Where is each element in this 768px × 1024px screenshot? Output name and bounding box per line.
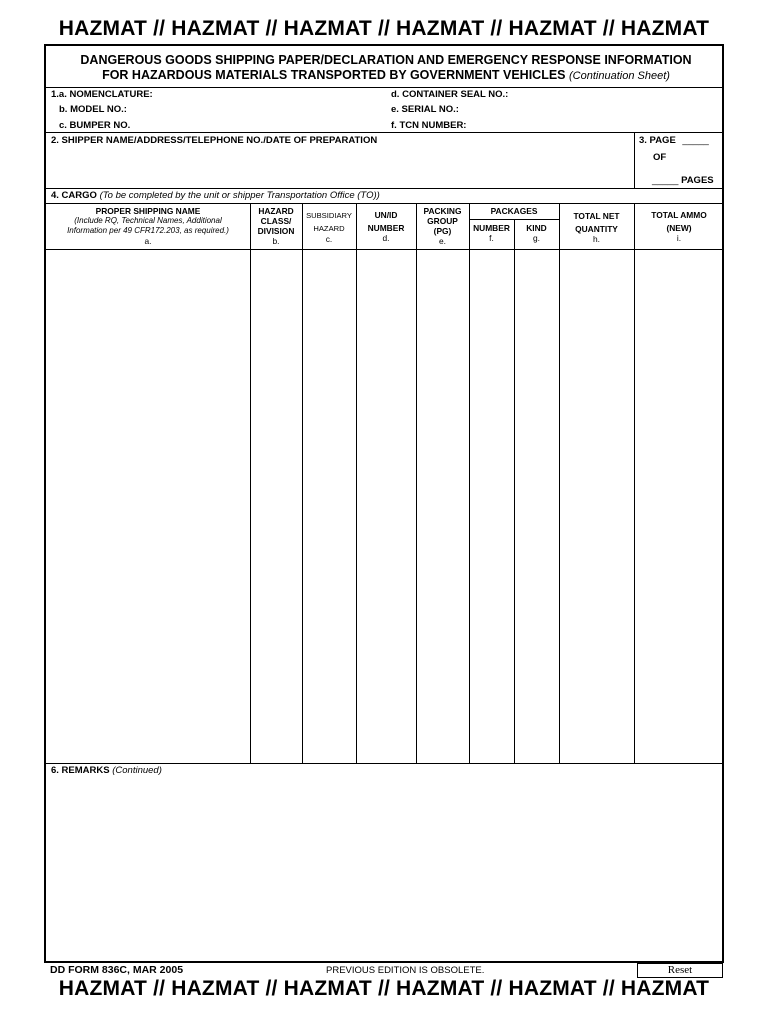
- col-d-line2: NUMBER: [367, 223, 405, 233]
- col-a-letter: a.: [144, 236, 152, 246]
- serial-no-field[interactable]: [466, 103, 720, 118]
- cargo-label-text: 4. CARGO: [51, 190, 97, 201]
- form-title-line1: DANGEROUS GOODS SHIPPING PAPER/DECLARATION AND EMERGENCY RESPONSE INFORMATION: [80, 53, 692, 67]
- cargo-package-kind-field[interactable]: [516, 252, 561, 764]
- col-e-line2: GROUP: [427, 216, 458, 226]
- col-d-line1: UN/ID: [374, 210, 398, 220]
- page-number-blank: _____: [682, 135, 709, 146]
- col-g-line1: KIND: [526, 223, 547, 233]
- shipper-label: 2. SHIPPER NAME/ADDRESS/TELEPHONE NO./DATE OF PREPARATION: [51, 135, 378, 146]
- remarks-note: (Continued): [112, 765, 162, 776]
- form-frame: [44, 44, 724, 963]
- col-c-line1: SUBSIDIARY: [306, 211, 352, 220]
- remarks-label-text: 6. REMARKS: [51, 765, 110, 776]
- col-h-line2: QUANTITY: [575, 224, 618, 234]
- nomenclature-field[interactable]: [164, 88, 388, 103]
- form-title-line2: [46, 68, 726, 82]
- serial-no-label: e. SERIAL NO.:: [391, 104, 459, 115]
- cargo-label: [51, 190, 380, 201]
- nomenclature-label: 1.a. NOMENCLATURE:: [51, 89, 153, 100]
- col-c-header: [302, 206, 356, 244]
- col-c-line2: HAZARD: [313, 224, 345, 233]
- col-a-header: [46, 206, 250, 246]
- col-b-line1: HAZARD: [258, 206, 294, 216]
- col-h-line1: TOTAL NET: [573, 211, 620, 221]
- cargo-hazard-class-field[interactable]: [252, 252, 304, 764]
- of-label: OF: [653, 152, 667, 163]
- cargo-total-net-quantity-field[interactable]: [561, 252, 636, 764]
- col-f-header: [469, 223, 514, 243]
- col-d-letter: d.: [382, 233, 390, 243]
- block2-divider: [46, 188, 724, 189]
- col-a-note1: (Include RQ, Technical Names, Additional: [74, 216, 222, 225]
- form-id: DD FORM 836C, MAR 2005: [50, 964, 184, 976]
- pages-label-text: PAGES: [681, 175, 714, 186]
- cargo-packing-group-field[interactable]: [418, 252, 471, 764]
- col-h-letter: h.: [593, 234, 600, 244]
- cargo-header-top-line: [46, 203, 724, 204]
- model-no-field[interactable]: [134, 103, 388, 118]
- col-a-title: PROPER SHIPPING NAME: [95, 206, 201, 216]
- packages-header: PACKAGES: [490, 206, 538, 216]
- col-g-header: [514, 223, 559, 243]
- col-e-line3: (PG): [433, 226, 452, 236]
- col-i-letter: i.: [676, 233, 682, 243]
- tcn-number-label: f. TCN NUMBER:: [391, 120, 467, 131]
- col-b-line2: CLASS/: [260, 216, 292, 226]
- page-label-text: 3. PAGE: [639, 135, 676, 146]
- col-h-header: [559, 206, 634, 244]
- reset-button[interactable]: Reset: [637, 963, 723, 978]
- cargo-un-id-field[interactable]: [358, 252, 418, 764]
- col-a-note2: Information per 49 CFR172.203, as required.): [67, 226, 229, 235]
- pages-label: [652, 175, 714, 186]
- col-b-line3: DIVISION: [257, 226, 295, 236]
- col-e-header: [416, 206, 469, 246]
- previous-edition-note: PREVIOUS EDITION IS OBSOLETE.: [326, 965, 485, 976]
- cargo-total-ammo-field[interactable]: [636, 252, 726, 764]
- col-f-line1: NUMBER: [473, 223, 510, 233]
- container-seal-field[interactable]: [518, 88, 722, 103]
- col-c-letter: c.: [325, 234, 333, 244]
- cargo-shipping-name-field[interactable]: [48, 252, 252, 764]
- col-e-line1: PACKING: [423, 206, 462, 216]
- bottom-hazmat-banner: HAZMAT // HAZMAT // HAZMAT // HAZMAT // HAZMAT // HAZMAT: [58, 977, 710, 1000]
- cargo-header-bottom-line: [46, 249, 724, 250]
- top-hazmat-banner: HAZMAT // HAZMAT // HAZMAT // HAZMAT // HAZMAT // HAZMAT: [58, 17, 710, 40]
- cargo-package-number-field[interactable]: [471, 252, 516, 764]
- cargo-bottom-line: [46, 763, 724, 764]
- block1-divider: [46, 132, 724, 133]
- remarks-field[interactable]: [50, 779, 724, 961]
- page-block-divider: [634, 132, 635, 188]
- cargo-note: (To be completed by the unit or shipper Transportation Office (TO)): [99, 190, 380, 201]
- cargo-subsidiary-hazard-field[interactable]: [304, 252, 358, 764]
- page-label: [639, 135, 709, 146]
- form-title-line2-text: FOR HAZARDOUS MATERIALS TRANSPORTED BY GOVERNMENT VEHICLES: [102, 68, 566, 82]
- col-i-line1: TOTAL AMMO: [651, 210, 707, 220]
- col-i-header: [634, 206, 724, 243]
- continuation-sheet-note: (Continuation Sheet): [569, 70, 670, 82]
- total-pages-blank: _____: [652, 175, 679, 186]
- shipper-field[interactable]: [51, 148, 635, 188]
- col-i-line2: (NEW): [666, 223, 692, 233]
- col-e-letter: e.: [439, 236, 446, 246]
- col-g-letter: g.: [533, 233, 540, 243]
- remarks-label: [51, 765, 162, 776]
- bumper-no-label: c. BUMPER NO.: [59, 120, 131, 131]
- col-b-letter: b.: [272, 236, 280, 246]
- col-b-header: [250, 206, 302, 246]
- container-seal-label: d. CONTAINER SEAL NO.:: [391, 89, 509, 100]
- col-f-letter: f.: [489, 233, 494, 243]
- model-no-label: b. MODEL NO.:: [59, 104, 127, 115]
- col-d-header: [356, 206, 416, 243]
